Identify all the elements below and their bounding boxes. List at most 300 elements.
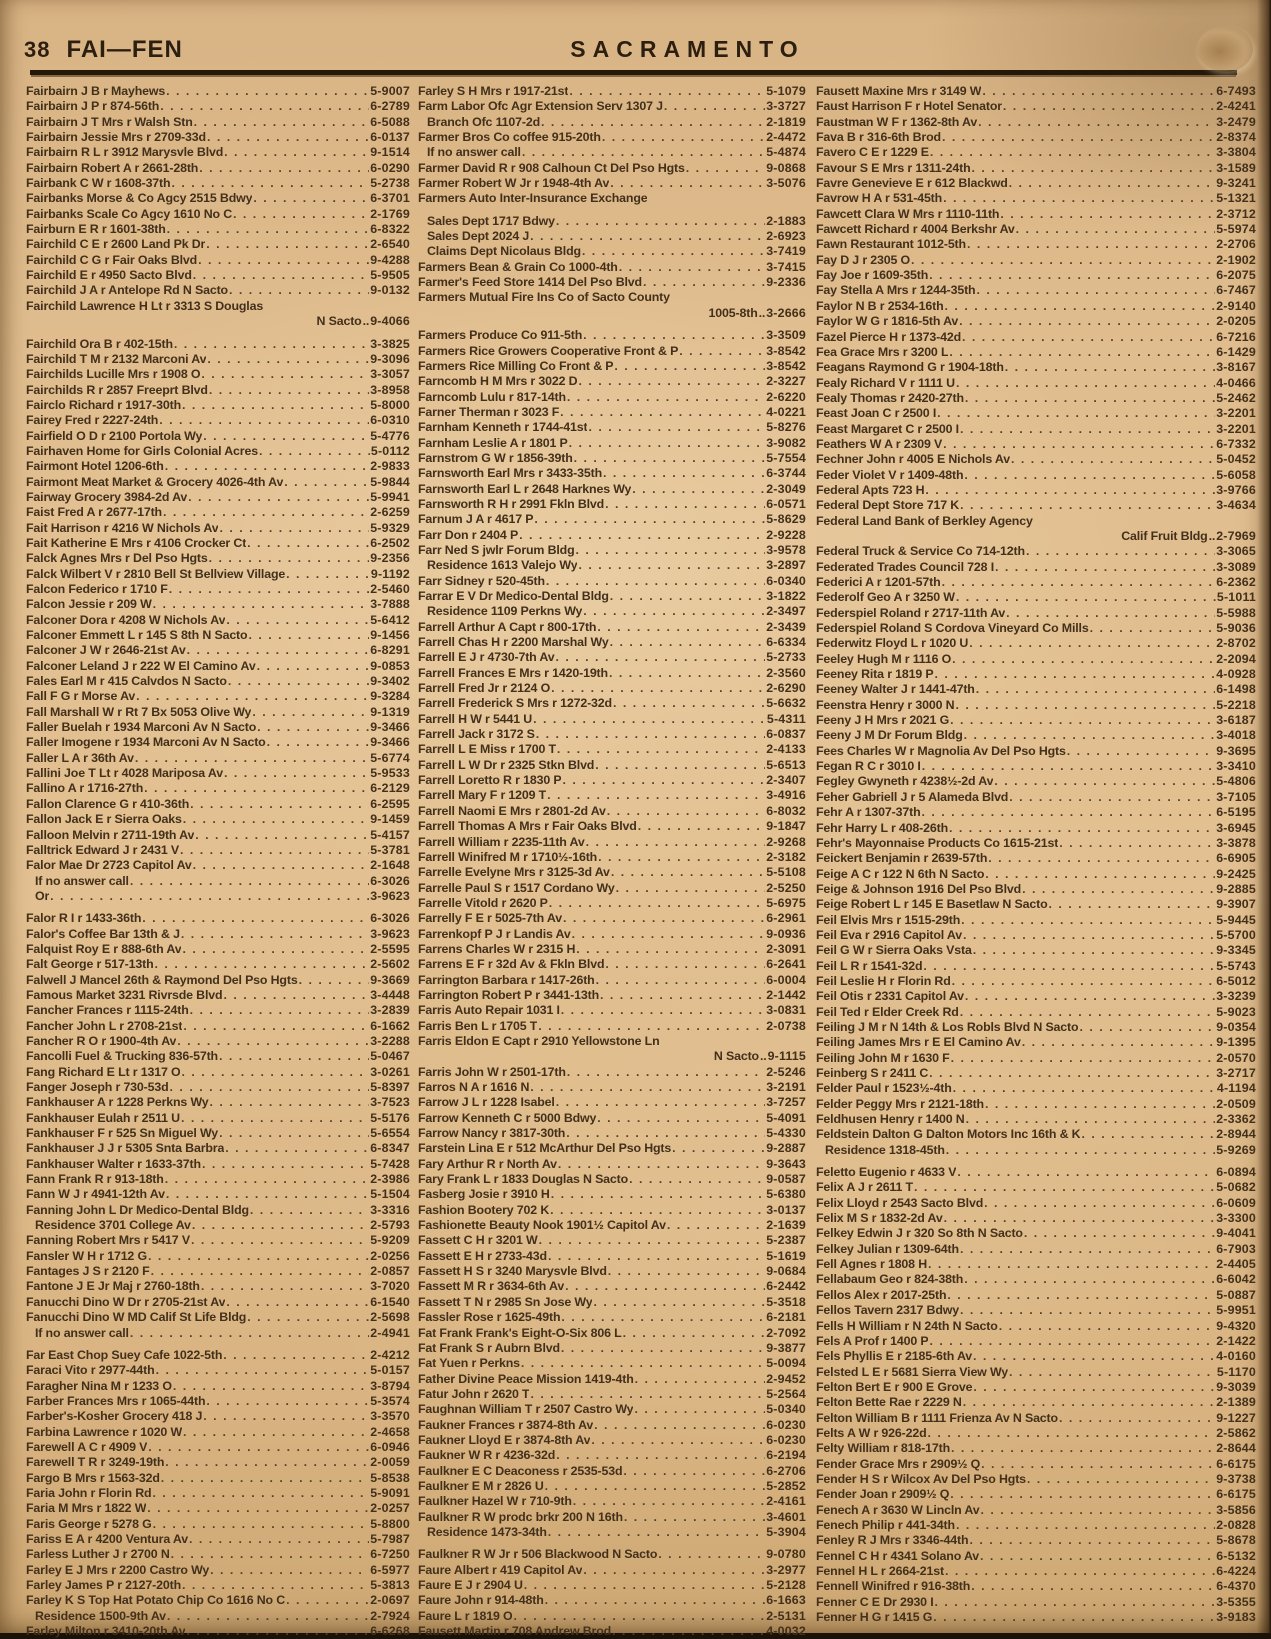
directory-entry: Fairbank C W r 1608-37th . . . 5-2738 bbox=[26, 176, 410, 191]
directory-entry: Farncomb Lulu r 817-14th . . . 2-6220 bbox=[418, 390, 806, 405]
directory-entry: Fassett T N r 2985 Sn Jose Wy . . . 5-3518 bbox=[418, 1295, 806, 1310]
directory-entry: Fairway Grocery 3984-2d Av . . . 5-9941 bbox=[26, 490, 410, 505]
directory-entry: Fairchilds R r 2857 Freeprt Blvd . . . 3-8958 bbox=[26, 383, 410, 398]
directory-entry: Farrell Winifred M r 1710½-16th . . . 2-3182 bbox=[418, 850, 806, 865]
directory-entry: Fellos Alex r 2017-25th . . . 5-0887 bbox=[816, 1288, 1256, 1303]
page-number: 38 bbox=[24, 37, 51, 62]
directory-entry: Fehr A r 1307-37th . . . 6-5195 bbox=[816, 805, 1256, 820]
directory-entry: Fennel C H r 4341 Solano Av . . . 6-5132 bbox=[816, 1549, 1256, 1564]
directory-entry: Faure John r 914-48th . . . 6-1663 bbox=[418, 1593, 806, 1608]
directory-entry: Fender Grace Mrs r 2909½ Q . . . 6-6175 bbox=[816, 1457, 1256, 1472]
directory-entry: Fankhauser F r 525 Sn Miguel Wy . . . 5-6554 bbox=[26, 1126, 410, 1141]
directory-entry: Farbina Lawrence r 1020 W . . . 2-4658 bbox=[26, 1425, 410, 1440]
directory-entry: Farr Sidney r 520-45th . . . 6-0340 bbox=[418, 574, 806, 589]
directory-entry: Feiling James Mrs r E El Camino Av . . . 9-1395 bbox=[816, 1035, 1256, 1050]
directory-entry: Falor R I r 1433-36th . . . 6-3026 bbox=[26, 911, 410, 926]
directory-entry: Fairbairn Robert A r 2661-28th . . . 6-0290 bbox=[26, 161, 410, 176]
directory-entry: Fariss E A r 4200 Ventura Av . . . 5-7987 bbox=[26, 1532, 410, 1547]
directory-entry: Fallon Clarence G r 410-36th . . . 6-2595 bbox=[26, 797, 410, 812]
directory-entry: Falcon Federico r 1710 F . . . 2-5460 bbox=[26, 582, 410, 597]
directory-entry: Fairhaven Home for Girls Colonial Acres . . . 5-0112 bbox=[26, 444, 410, 459]
directory-entry: Fallini Joe T Lt r 4028 Mariposa Av . . . 5-9533 bbox=[26, 766, 410, 781]
directory-entry: Falor Mae Dr 2723 Capitol Av . . . 2-1648 bbox=[26, 858, 410, 873]
directory-entry: Feil Leslie H r Florin Rd . . . 6-5012 bbox=[816, 974, 1256, 989]
directory-entry: Federal Dept Store 717 K . . . 3-4634 bbox=[816, 498, 1256, 513]
directory-entry: Fairbairn J B r Mayhews . . . 5-9007 bbox=[26, 84, 410, 99]
directory-entry: Fassler Rose r 1625-49th . . . 6-2181 bbox=[418, 1310, 806, 1325]
directory-entry: Farrell L W Dr r 2325 Stkn Blvd . . . 5-6513 bbox=[418, 758, 806, 773]
directory-entry: Faylor N B r 2534-16th . . . 2-9140 bbox=[816, 299, 1256, 314]
directory-entry: Fairbanks Scale Co Agcy 1610 No C . . . 2-1769 bbox=[26, 207, 410, 222]
directory-entry: Fay Joe r 1609-35th . . . 6-2075 bbox=[816, 268, 1256, 283]
directory-column-3 bbox=[816, 84, 1256, 1639]
directory-entry: Feil G W r Sierra Oaks Vsta . . . 9-3345 bbox=[816, 943, 1256, 958]
directory-entry: Farrelle Evelyne Mrs r 3125-3d Av . . . 5-5108 bbox=[418, 865, 806, 880]
directory-entry: Felsted L E r 5681 Sierra View Wy . . . 5-1170 bbox=[816, 1365, 1256, 1380]
directory-entry: Fairmont Meat Market & Grocery 4026-4th Av . . . 5-9844 bbox=[26, 475, 410, 490]
directory-entry: Federolf Geo A r 3250 W . . . 5-1011 bbox=[816, 590, 1256, 605]
directory-entry: Felty William r 818-17th . . . 2-8644 bbox=[816, 1441, 1256, 1456]
directory-entry: Fairchild E r 4950 Sacto Blvd . . . 5-9505 bbox=[26, 268, 410, 283]
directory-entry: Fawcett Richard r 4004 Berkshr Av . . . 5-5974 bbox=[816, 222, 1256, 237]
directory-entry: Farstein Lina E r 512 McArthur Del Pso Hgts . . . 9-2887 bbox=[418, 1141, 806, 1156]
directory-entry: Farrens Charles W r 2315 H . . . 2-3091 bbox=[418, 942, 806, 957]
page-header bbox=[24, 36, 1241, 64]
directory-entry: Farley S H Mrs r 1917-21st . . . 5-1079 bbox=[418, 84, 806, 99]
directory-entry: Famous Market 3231 Rivrsde Blvd . . . 3-4448 bbox=[26, 988, 410, 1003]
directory-entry: Favero C E r 1229 E . . . 3-3804 bbox=[816, 145, 1256, 160]
directory-entry: Fairchilds Lucille Mrs r 1908 O . . . 3-3057 bbox=[26, 367, 410, 382]
directory-entry: Farmers Rice Growers Cooperative Front & P . . . 3-8542 bbox=[418, 344, 806, 359]
directory-entry: Federal Land Bank of Berkley Agency bbox=[816, 513, 1033, 528]
header-rule bbox=[30, 70, 1237, 75]
directory-entry: Falcon Jessie r 209 W . . . 3-7888 bbox=[26, 597, 410, 612]
directory-entry: Faulkner E M r 2826 U . . . 5-2852 bbox=[418, 1479, 806, 1494]
directory-entry: Fairbairn R L r 3912 Marysvle Blvd . . . 9-1514 bbox=[26, 145, 410, 160]
directory-entry: Farris Eldon E Capt r 2910 Yellowstone Ln bbox=[418, 1033, 660, 1048]
directory-entry: Fall Marshall W r Rt 7 Bx 5053 Olive Wy . . . 9-1319 bbox=[26, 705, 410, 720]
directory-entry: Farm Labor Ofc Agr Extension Serv 1307 J . . . 3-3727 bbox=[418, 99, 806, 114]
directory-entry: Fanger Joseph r 730-53d . . . 5-8397 bbox=[26, 1080, 410, 1095]
directory-entry: Fanucchi Dino W MD Calif St Life Bldg . . . 2-5698 bbox=[26, 1310, 410, 1325]
directory-entry: Faller Imogene r 1934 Marconi Av N Sacto . . . 9-3466 bbox=[26, 735, 410, 750]
directory-entry: Farris Auto Repair 1031 I . . . 3-0831 bbox=[418, 1003, 806, 1018]
directory-entry: Fay D J r 2305 O . . . 2-1902 bbox=[816, 253, 1256, 268]
directory-entry: Farmers Mutual Fire Ins Co of Sacto County bbox=[418, 290, 670, 305]
directory-entry: Felix A J r 2611 T . . . 5-0682 bbox=[816, 1180, 1256, 1195]
directory-entry: Fairchild Lawrence H Lt r 3313 S Douglas bbox=[26, 298, 264, 313]
directory-entry: Faulkner Hazel W r 710-9th . . . 2-4161 bbox=[418, 1494, 806, 1509]
directory-entry: Fairchild C G r Fair Oaks Blvd . . . 9-4288 bbox=[26, 253, 410, 268]
directory-entry: Faller Buelah r 1934 Marconi Av N Sacto . . . 9-3466 bbox=[26, 720, 410, 735]
directory-entry: Fealy Thomas r 2420-27th . . . 5-2462 bbox=[816, 391, 1256, 406]
directory-entry: Fenley R J Mrs r 3346-44th . . . 5-8678 bbox=[816, 1533, 1256, 1548]
directory-entry: Fairchild T M r 2132 Marconi Av . . . 9-3096 bbox=[26, 352, 410, 367]
directory-entry: Or . . . 3-9623 bbox=[26, 889, 410, 904]
directory-entry: Fat Frank Frank's Eight-O-Six 806 L . . . 2-7092 bbox=[418, 1326, 806, 1341]
directory-entry: Sales Dept 2024 J . . . 2-6923 bbox=[418, 229, 806, 244]
directory-entry: Farnsworth Earl Mrs r 3433-35th . . . 6-3744 bbox=[418, 466, 806, 481]
directory-entry: Farros N A r 1616 N . . . 3-2191 bbox=[418, 1080, 806, 1095]
directory-entry: Fait Katherine E Mrs r 4106 Crocker Ct . . . 6-2502 bbox=[26, 536, 410, 551]
directory-entry: Farnham Kenneth r 1744-41st . . . 5-8276 bbox=[418, 420, 806, 435]
directory-entry: Fallon Jack E r Sierra Oaks . . . 9-1459 bbox=[26, 812, 410, 827]
directory-entry: Fairchild Ora B r 402-15th . . . 3-3825 bbox=[26, 337, 410, 352]
directory-entry: Felder Peggy Mrs r 2121-18th . . . 2-0509 bbox=[816, 1097, 1256, 1112]
directory-entry: Felts A W r 926-22d . . . 2-5862 bbox=[816, 1426, 1256, 1441]
directory-entry: Residence 1613 Valejo Wy . . . 3-2897 bbox=[418, 558, 806, 573]
directory-entry: Farmer's Feed Store 1414 Del Pso Blvd . . . 9-2336 bbox=[418, 275, 806, 290]
directory-entry: Feeny J H Mrs r 2021 G . . . 3-6187 bbox=[816, 713, 1256, 728]
directory-entry: Fegley Gwyneth r 4238½-2d Av . . . 5-4806 bbox=[816, 774, 1256, 789]
directory-entry: Fenech Philip r 441-34th . . . 2-0828 bbox=[816, 1518, 1256, 1533]
directory-entry: Felkey Edwin J r 320 So 8th N Sacto . . . 9-4041 bbox=[816, 1226, 1256, 1241]
directory-entry: Faukner W R r 4236-32d . . . 6-2194 bbox=[418, 1448, 806, 1463]
directory-entry: Feeney Rita r 1819 P . . . 4-0928 bbox=[816, 667, 1256, 682]
directory-entry: Fann Frank R r 913-18th . . . 2-3986 bbox=[26, 1172, 410, 1187]
directory-entry: Fairfield O D r 2100 Portola Wy . . . 5-4776 bbox=[26, 429, 410, 444]
city-title: SACRAMENTO bbox=[570, 36, 805, 62]
directory-entry: Farley E J Mrs r 2200 Castro Wy . . . 6-5977 bbox=[26, 1563, 410, 1578]
directory-entry: Fava B r 316-6th Brod . . . 2-8374 bbox=[816, 130, 1256, 145]
directory-entry: Farrell Thomas A Mrs r Fair Oaks Blvd . . . 9-1847 bbox=[418, 819, 806, 834]
directory-entry: Fales Earl M r 415 Calvdos N Sacto . . . 9-3402 bbox=[26, 674, 410, 689]
directory-entry: Farmers Rice Milling Co Front & P . . . 3-8542 bbox=[418, 359, 806, 374]
directory-entry: Fairchild C E r 2600 Land Pk Dr . . . 2-6540 bbox=[26, 237, 410, 252]
directory-entry-continuation: N Sacto .. 9-4066 bbox=[316, 314, 410, 329]
directory-entry: Feeley Hugh M r 1116 O . . . 2-2094 bbox=[816, 652, 1256, 667]
directory-entry: Feige Robert L r 145 E Basetlaw N Sacto . . . 9-3907 bbox=[816, 897, 1256, 912]
directory-entry: Felder Paul r 1523½-4th . . . 4-1194 bbox=[816, 1081, 1256, 1096]
directory-entry: Farr Don r 2404 P . . . 2-9228 bbox=[418, 528, 806, 543]
directory-entry: Fenech A r 3630 W Lincln Av . . . 3-5856 bbox=[816, 1503, 1256, 1518]
directory-entry: Farr Ned S jwlr Forum Bldg . . . 3-9578 bbox=[418, 543, 806, 558]
directory-entry: Farrell H W r 5441 U . . . 5-4311 bbox=[418, 712, 806, 727]
directory-entry: Fairburn E R r 1601-38th . . . 6-8322 bbox=[26, 222, 410, 237]
directory-entry: Far East Chop Suey Cafe 1022-5th . . . 2-4212 bbox=[26, 1348, 410, 1363]
directory-entry: Fancher Frances r 1115-24th . . . 3-2839 bbox=[26, 1003, 410, 1018]
directory-entry: Farrell Fred Jr r 2124 O . . . 2-6290 bbox=[418, 681, 806, 696]
directory-entry: Fairclo Richard r 1917-30th . . . 5-8000 bbox=[26, 398, 410, 413]
directory-entry: Fang Richard E Lt r 1317 O . . . 3-0261 bbox=[26, 1065, 410, 1080]
directory-entry: Feickert Benjamin r 2639-57th . . . 6-6905 bbox=[816, 851, 1256, 866]
directory-entry: Faulkner E C Deaconess r 2535-53d . . . 6-2706 bbox=[418, 1464, 806, 1479]
directory-entry: Farley Milton r 3410-20th Av . . . 6-6268 bbox=[26, 1624, 410, 1639]
directory-entry: Fender Joan r 2909½ Q . . . 6-6175 bbox=[816, 1487, 1256, 1502]
directory-entry: Fell Agnes r 1808 H . . . 2-4405 bbox=[816, 1257, 1256, 1272]
directory-entry: Residence 1500-9th Av . . . 2-7924 bbox=[26, 1609, 410, 1624]
directory-entry: Feiling J M r N 14th & Los Robls Blvd N Sacto . . . 9-0354 bbox=[816, 1020, 1256, 1035]
directory-entry: Farrell William r 2235-11th Av . . . 2-9268 bbox=[418, 835, 806, 850]
directory-entry: Feder Violet V r 1409-48th . . . 5-6058 bbox=[816, 468, 1256, 483]
directory-entry: Fassett H S r 3240 Marysvle Blvd . . . 9-0684 bbox=[418, 1264, 806, 1279]
directory-entry: Farrar E V Dr Medico-Dental Bldg . . . 3-1822 bbox=[418, 589, 806, 604]
directory-entry: Fary Frank L r 1833 Douglas N Sacto . . . 9-0587 bbox=[418, 1172, 806, 1187]
directory-entry: Fay Stella A Mrs r 1244-35th . . . 6-7467 bbox=[816, 283, 1256, 298]
directory-entry: Farrell Naomi E Mrs r 2801-2d Av . . . 6-8032 bbox=[418, 804, 806, 819]
directory-entry: Faure E J r 2904 U . . . 5-2128 bbox=[418, 1578, 806, 1593]
directory-entry: Falquist Roy E r 888-6th Av . . . 2-5595 bbox=[26, 942, 410, 957]
directory-entry: Federici A r 1201-57th . . . 6-2362 bbox=[816, 575, 1256, 590]
directory-entry: Farnstrom G W r 1856-39th . . . 5-7554 bbox=[418, 451, 806, 466]
directory-entry: Fassett C H r 3201 W . . . 5-2387 bbox=[418, 1233, 806, 1248]
directory-entry: Farris Ben L r 1705 T . . . 2-0738 bbox=[418, 1019, 806, 1034]
directory-entry: Residence 1473-34th . . . 5-3904 bbox=[418, 1525, 806, 1540]
directory-entry: Feagans Raymond G r 1904-18th . . . 3-8167 bbox=[816, 360, 1256, 375]
directory-entry: If no answer call . . . 6-3026 bbox=[26, 874, 410, 889]
directory-entry: Faure L r 1819 O . . . 2-5131 bbox=[418, 1609, 806, 1624]
directory-entry: Fegan R C r 3010 I . . . 3-3410 bbox=[816, 759, 1256, 774]
directory-entry: Feige A C r 122 N 6th N Sacto . . . 9-2425 bbox=[816, 867, 1256, 882]
directory-entry: Feil L R r 1541-32d . . . 5-5743 bbox=[816, 959, 1256, 974]
directory-entry: Farless Luther J r 2700 N . . . 6-7250 bbox=[26, 1547, 410, 1562]
page-edge-shadow bbox=[1257, 0, 1271, 1633]
directory-entry: Farrens E F r 32d Av & Fkln Blvd . . . 6-2641 bbox=[418, 957, 806, 972]
directory-entry: Feher Gabriell J r 5 Alameda Blvd . . . 3-7105 bbox=[816, 790, 1256, 805]
directory-entry: Farrelle Vitold r 2620 P . . . 5-6975 bbox=[418, 896, 806, 911]
directory-entry: Fairbairn J T Mrs r Walsh Stn . . . 6-5088 bbox=[26, 115, 410, 130]
directory-entry: If no answer call . . . 5-4874 bbox=[418, 145, 806, 160]
directory-entry: Federated Trades Council 728 I . . . 3-3089 bbox=[816, 560, 1256, 575]
directory-entry: Farnham Leslie A r 1801 P . . . 3-9082 bbox=[418, 436, 806, 451]
directory-entry: Feil Elvis Mrs r 1515-29th . . . 5-9445 bbox=[816, 913, 1256, 928]
directory-entry: Fankhauser Eulah r 2511 U . . . 5-5176 bbox=[26, 1111, 410, 1126]
directory-entry: Faukner Lloyd E r 3874-8th Av . . . 6-0230 bbox=[418, 1433, 806, 1448]
directory-entry: Felix M S r 1832-2d Av . . . 3-3300 bbox=[816, 1211, 1256, 1226]
directory-entry: Farmers Bean & Grain Co 1000-4th . . . 3-7415 bbox=[418, 260, 806, 275]
directory-entry: Faust Harrison F r Hotel Senator . . . 2-4241 bbox=[816, 99, 1256, 114]
directory-entry: Fairchild J A r Antelope Rd N Sacto . . . 9-0132 bbox=[26, 283, 410, 298]
directory-entry: Father Divine Peace Mission 1419-4th . . . 2-9452 bbox=[418, 1372, 806, 1387]
directory-entry: Farnsworth Earl L r 2648 Harknes Wy . . . 2-3049 bbox=[418, 482, 806, 497]
directory-entry: Faure Albert r 419 Capitol Av . . . 3-2977 bbox=[418, 1563, 806, 1578]
directory-columns bbox=[24, 84, 1256, 1639]
directory-entry: Sales Dept 1717 Bdwy . . . 2-1883 bbox=[418, 214, 806, 229]
directory-entry: Faulkner R W prodc brkr 200 N 16th . . . 3-4601 bbox=[418, 1510, 806, 1525]
directory-entry: Fancolli Fuel & Trucking 836-57th . . . 5-0467 bbox=[26, 1049, 410, 1064]
directory-entry: Fait Harrison r 4216 W Nichols Av . . . 5-9329 bbox=[26, 521, 410, 536]
directory-entry: Farrow J L r 1228 Isabel . . . 3-7257 bbox=[418, 1095, 806, 1110]
directory-entry: Fechner John r 4005 E Nichols Av . . . 5-0452 bbox=[816, 452, 1256, 467]
directory-entry: Farmer Robert W Jr r 1948-4th Av . . . 3-5076 bbox=[418, 176, 806, 191]
directory-entry: Fashion Bootery 702 K . . . 3-0137 bbox=[418, 1203, 806, 1218]
directory-entry: Farmers Auto Inter-Insurance Exchange bbox=[418, 191, 648, 206]
directory-entry: Federal Apts 723 H . . . 3-9766 bbox=[816, 483, 1256, 498]
directory-entry: Feil Eva r 2916 Capitol Av . . . 5-5700 bbox=[816, 928, 1256, 943]
directory-entry: Fancher John L r 2708-21st . . . 6-1662 bbox=[26, 1019, 410, 1034]
directory-entry: Faria M Mrs r 1822 W . . . 2-0257 bbox=[26, 1501, 410, 1516]
directory-entry: Fanucchi Dino W Dr r 2705-21st Av . . . 6-1540 bbox=[26, 1295, 410, 1310]
directory-entry: Feiling John M r 1630 F . . . 2-0570 bbox=[816, 1051, 1256, 1066]
directory-entry: Farrow Kenneth C r 5000 Bdwy . . . 5-4091 bbox=[418, 1111, 806, 1126]
directory-entry: Fassett M R r 3634-6th Av . . . 6-2442 bbox=[418, 1279, 806, 1294]
directory-entry: Farber's-Kosher Grocery 418 J . . . 3-3570 bbox=[26, 1409, 410, 1424]
directory-entry: Falltrick Edward J r 2431 V . . . 5-3781 bbox=[26, 843, 410, 858]
directory-entry: Farrington Robert P r 3441-13th . . . 2-1442 bbox=[418, 988, 806, 1003]
directory-entry: Fankhauser J J r 5305 Snta Barbra . . . 6-8347 bbox=[26, 1141, 410, 1156]
directory-entry: Fary Arthur R r North Av . . . 9-3643 bbox=[418, 1157, 806, 1172]
directory-entry: Fairbanks Morse & Co Agcy 2515 Bdwy . . . 6-3701 bbox=[26, 191, 410, 206]
directory-entry: Farmer Bros Co coffee 915-20th . . . 2-4472 bbox=[418, 130, 806, 145]
directory-entry: Fellos Tavern 2317 Bdwy . . . 5-9951 bbox=[816, 1303, 1256, 1318]
directory-entry: Falt George r 517-13th . . . 2-5602 bbox=[26, 957, 410, 972]
directory-entry: Farrell Jack r 3172 S . . . 6-0837 bbox=[418, 727, 806, 742]
directory-entry: Feldhusen Henry r 1400 N . . . 2-3362 bbox=[816, 1112, 1256, 1127]
directory-entry: Residence 1318-45th . . . 5-9269 bbox=[816, 1143, 1256, 1158]
directory-entry: Felton William B r 1111 Frienza Av N Sacto . . . 9-1227 bbox=[816, 1411, 1256, 1426]
directory-entry: Farrelly F E r 5025-7th Av . . . 6-2961 bbox=[418, 911, 806, 926]
directory-entry: Falor's Coffee Bar 13th & J . . . 3-9623 bbox=[26, 927, 410, 942]
directory-entry: Favre Genevieve E r 612 Blackwd . . . 9-3241 bbox=[816, 176, 1256, 191]
directory-entry: Farber Frances Mrs r 1065-44th . . . 5-3574 bbox=[26, 1394, 410, 1409]
directory-entry: Federal Truck & Service Co 714-12th . . . 3-3065 bbox=[816, 544, 1256, 559]
directory-entry: Faller L A r 36th Av . . . 5-6774 bbox=[26, 751, 410, 766]
directory-entry: Farmers Produce Co 911-5th . . . 3-3509 bbox=[418, 328, 806, 343]
directory-entry: Felton Bette Rae r 2229 N . . . 2-1389 bbox=[816, 1395, 1256, 1410]
directory-entry: Fallino A r 1716-27th . . . 6-2129 bbox=[26, 781, 410, 796]
directory-entry: Fehr's Mayonnaise Products Co 1615-21st . . . 3-3878 bbox=[816, 836, 1256, 851]
directory-entry: Fashionette Beauty Nook 1901½ Capitol Av . . . 2-1639 bbox=[418, 1218, 806, 1233]
directory-entry: Farrington Barbara r 1417-26th . . . 6-0004 bbox=[418, 973, 806, 988]
directory-entry: Farrell Arthur A Capt r 800-17th . . . 2-3439 bbox=[418, 620, 806, 635]
directory-entry: Fees Charles W r Magnolia Av Del Pso Hgts . . . 9-3695 bbox=[816, 744, 1256, 759]
directory-entry: Feinberg S r 2411 C . . . 3-2717 bbox=[816, 1066, 1256, 1081]
directory-column-2 bbox=[418, 84, 806, 1639]
directory-entry: Fat Yuen r Perkns . . . 5-0094 bbox=[418, 1356, 806, 1371]
directory-entry-continuation: 1005-8th .. 3-2666 bbox=[708, 305, 806, 320]
directory-entry: Falck Wilbert V r 2810 Bell St Bellview Village . . . 9-1192 bbox=[26, 567, 410, 582]
directory-entry: Favour S E Mrs r 1311-24th . . . 3-1589 bbox=[816, 161, 1256, 176]
directory-entry: Faulkner R W Jr r 506 Blackwood N Sacto . . . 9-0780 bbox=[418, 1547, 806, 1562]
directory-entry: If no answer call . . . 2-4941 bbox=[26, 1326, 410, 1341]
directory-entry: Faris George r 5278 G . . . 5-8800 bbox=[26, 1517, 410, 1532]
directory-entry: Farrell Mary F r 1209 T . . . 3-4916 bbox=[418, 788, 806, 803]
directory-entry: Felton Bert E r 900 E Grove . . . 9-3039 bbox=[816, 1380, 1256, 1395]
directory-entry: Residence 1109 Perkns Wy . . . 2-3497 bbox=[418, 604, 806, 619]
directory-entry: Farnsworth R H r 2991 Fkln Blvd . . . 6-0571 bbox=[418, 497, 806, 512]
directory-entry: Farrenkopf P J r Landis Av . . . 9-0936 bbox=[418, 927, 806, 942]
directory-entry: Fells H William r N 24th N Sacto . . . 9-4320 bbox=[816, 1319, 1256, 1334]
directory-entry: Falloon Melvin r 2711-19th Av . . . 5-4157 bbox=[26, 828, 410, 843]
directory-entry: Fairbairn Jessie Mrs r 2709-33d . . . 6-0137 bbox=[26, 130, 410, 145]
directory-entry-continuation: Calif Fruit Bldg .. 2-7969 bbox=[1121, 528, 1256, 543]
directory-entry: Fausett Martin r 708 Andrew Brod . . . 4-0032 bbox=[418, 1624, 806, 1639]
directory-entry: Faylor W G r 1816-5th Av . . . 2-0205 bbox=[816, 314, 1256, 329]
directory-entry: Fansler W H r 1712 G . . . 2-0256 bbox=[26, 1249, 410, 1264]
directory-entry: Faukner Frances r 3874-8th Av . . . 6-0230 bbox=[418, 1418, 806, 1433]
directory-entry: Fehr Harry L r 408-26th . . . 3-6945 bbox=[816, 821, 1256, 836]
directory-entry: Fellabaum Geo r 824-38th . . . 6-6042 bbox=[816, 1272, 1256, 1287]
page-corner-curl bbox=[1197, 26, 1253, 72]
directory-entry: Fankhauser Walter r 1633-37th . . . 5-7428 bbox=[26, 1157, 410, 1172]
directory-entry: Fennell Winifred r 916-38th . . . 6-4370 bbox=[816, 1579, 1256, 1594]
directory-entry: Farley K S Top Hat Potato Chip Co 1616 No C . . . 2-0697 bbox=[26, 1593, 410, 1608]
directory-entry: Falwell J Mancel 26th & Raymond Del Pso Hgts . . . 9-3669 bbox=[26, 973, 410, 988]
directory-entry: Farncomb H M Mrs r 3022 D . . . 2-3227 bbox=[418, 374, 806, 389]
directory-entry: Feenstra Henry r 3000 N . . . 5-2218 bbox=[816, 698, 1256, 713]
directory-entry: Feil Otis r 2331 Capitol Av . . . 3-3239 bbox=[816, 989, 1256, 1004]
directory-entry: Fankhauser A r 1228 Perkns Wy . . . 3-7523 bbox=[26, 1095, 410, 1110]
directory-entry-continuation: N Sacto .. 9-1115 bbox=[713, 1049, 806, 1064]
directory-entry: Fassett E H r 2733-43d . . . 5-1619 bbox=[418, 1249, 806, 1264]
directory-entry: Fasberg Josie r 3910 H . . . 5-6380 bbox=[418, 1187, 806, 1202]
directory-entry: Fargo B Mrs r 1563-32d . . . 5-8538 bbox=[26, 1471, 410, 1486]
directory-column-1 bbox=[26, 84, 410, 1639]
directory-entry: Fenner C E Dr 2930 I . . . 3-5355 bbox=[816, 1595, 1256, 1610]
directory-entry: Farner Therman r 3023 F . . . 4-0221 bbox=[418, 405, 806, 420]
directory-entry: Feeney Walter J r 1441-47th . . . 6-1498 bbox=[816, 682, 1256, 697]
directory-entry: Fausett Maxine Mrs r 3149 W . . . 6-7493 bbox=[816, 84, 1256, 99]
directory-entry: Felix Lloyd r 2543 Sacto Blvd . . . 6-0609 bbox=[816, 1196, 1256, 1211]
directory-entry: Fancher R O r 1900-4th Av . . . 3-2288 bbox=[26, 1034, 410, 1049]
directory-entry: Fels A Prof r 1400 P . . . 2-1422 bbox=[816, 1334, 1256, 1349]
directory-entry: Farrell Frederick S Mrs r 1272-32d . . . 5-6632 bbox=[418, 696, 806, 711]
directory-entry: Faria John r Florin Rd . . . 5-9091 bbox=[26, 1486, 410, 1501]
directory-entry: Federwitz Floyd L r 1020 U . . . 2-8702 bbox=[816, 636, 1256, 651]
directory-entry: Favrow H A r 531-45th . . . 5-1321 bbox=[816, 191, 1256, 206]
directory-entry: Feil Ted r Elder Creek Rd . . . 5-9023 bbox=[816, 1005, 1256, 1020]
directory-entry: Farrelle Paul S r 1517 Cordano Wy . . . 2-5250 bbox=[418, 881, 806, 896]
directory-entry: Residence 3701 College Av . . . 2-5793 bbox=[26, 1218, 410, 1233]
directory-entry: Farnum J A r 4617 P . . . 5-8629 bbox=[418, 512, 806, 527]
directory-entry: Fazel Pierce H r 1373-42d . . . 6-7216 bbox=[816, 330, 1256, 345]
directory-entry: Farris John W r 2501-17th . . . 2-5246 bbox=[418, 1065, 806, 1080]
directory-entry: Fatur John r 2620 T . . . 5-2564 bbox=[418, 1387, 806, 1402]
directory-entry: Branch Ofc 1107-2d . . . 2-1819 bbox=[418, 115, 806, 130]
directory-entry: Fairbairn J P r 874-56th . . . 6-2789 bbox=[26, 99, 410, 114]
directory-entry: Fawn Restaurant 1012-5th . . . 2-2706 bbox=[816, 237, 1256, 252]
directory-entry: Faraci Vito r 2977-44th . . . 5-0157 bbox=[26, 1363, 410, 1378]
directory-entry: Fanning Robert Mrs r 5417 V . . . 5-9209 bbox=[26, 1233, 410, 1248]
directory-entry: Faist Fred A r 2677-17th . . . 2-6259 bbox=[26, 505, 410, 520]
directory-entry: Farmer David R r 908 Calhoun Ct Del Pso Hgts . . . 9-0868 bbox=[418, 161, 806, 176]
directory-entry: Farewell A C r 4909 V . . . 6-0946 bbox=[26, 1440, 410, 1455]
directory-entry: Falconer Emmett L r 145 S 8th N Sacto . . . 9-1456 bbox=[26, 628, 410, 643]
directory-entry: Fall F G r Morse Av . . . 9-3284 bbox=[26, 689, 410, 704]
directory-entry: Feathers W A r 2309 V . . . 6-7332 bbox=[816, 437, 1256, 452]
directory-entry: Fanning John L Dr Medico-Dental Bldg . . . 3-3316 bbox=[26, 1203, 410, 1218]
directory-entry: Fann W J r 4941-12th Av . . . 5-1504 bbox=[26, 1187, 410, 1202]
directory-entry: Falconer Leland J r 222 W El Camino Av . . . 9-0853 bbox=[26, 659, 410, 674]
directory-entry: Federspiel Roland S Cordova Vineyard Co Mills . . . 5-9036 bbox=[816, 621, 1256, 636]
directory-entry: Fat Frank S r Aubrn Blvd . . . 9-3877 bbox=[418, 1341, 806, 1356]
directory-entry: Federspiel Roland r 2717-11th Av . . . 5-5988 bbox=[816, 606, 1256, 621]
directory-entry: Claims Dept Nicolaus Bldg . . . 3-7419 bbox=[418, 244, 806, 259]
directory-entry: Fender H S r Wilcox Av Del Pso Hgts . . . 9-3738 bbox=[816, 1472, 1256, 1487]
directory-entry: Falconer Dora r 4208 W Nichols Av . . . 5-6412 bbox=[26, 613, 410, 628]
directory-entry: Feldstein Dalton G Dalton Motors Inc 16th & K . . . 2-8944 bbox=[816, 1127, 1256, 1142]
directory-entry: Feletto Eugenio r 4633 V . . . 6-0894 bbox=[816, 1165, 1256, 1180]
directory-entry: Feige & Johnson 1916 Del Pso Blvd . . . 9-2885 bbox=[816, 882, 1256, 897]
directory-entry: Fea Grace Mrs r 3200 L . . . 6-1429 bbox=[816, 345, 1256, 360]
directory-entry: Farrow Nancy r 3817-30th . . . 5-4330 bbox=[418, 1126, 806, 1141]
directory-entry: Felkey Julian r 1309-64th . . . 6-7903 bbox=[816, 1242, 1256, 1257]
directory-entry: Farrell L E Miss r 1700 T . . . 2-4133 bbox=[418, 742, 806, 757]
directory-entry: Farrell Loretto R r 1830 P . . . 2-3407 bbox=[418, 773, 806, 788]
directory-entry: Faragher Nina M r 1233 O . . . 3-8794 bbox=[26, 1379, 410, 1394]
directory-entry: Faughnan William T r 2507 Castro Wy . . . 5-0340 bbox=[418, 1402, 806, 1417]
directory-entry: Fantone J E Jr Maj r 2760-18th . . . 3-7020 bbox=[26, 1279, 410, 1294]
directory-entry: Fealy Richard V r 1111 U . . . 4-0466 bbox=[816, 376, 1256, 391]
directory-entry: Fairmont Hotel 1206-6th . . . 2-9833 bbox=[26, 459, 410, 474]
directory-entry: Farewell T R r 3249-19th . . . 2-0059 bbox=[26, 1455, 410, 1470]
page-name-range: FAI—FEN bbox=[66, 36, 183, 63]
directory-entry: Fenner H G r 1415 G . . . 3-9183 bbox=[816, 1610, 1256, 1625]
directory-entry: Feast Joan C r 2500 I . . . 3-2201 bbox=[816, 406, 1256, 421]
directory-entry: Farrell Frances E Mrs r 1420-19th . . . 2-3560 bbox=[418, 666, 806, 681]
directory-entry: Fennel H L r 2664-21st . . . 6-4224 bbox=[816, 1564, 1256, 1579]
directory-entry: Farrell E J r 4730-7th Av . . . 5-2733 bbox=[418, 650, 806, 665]
